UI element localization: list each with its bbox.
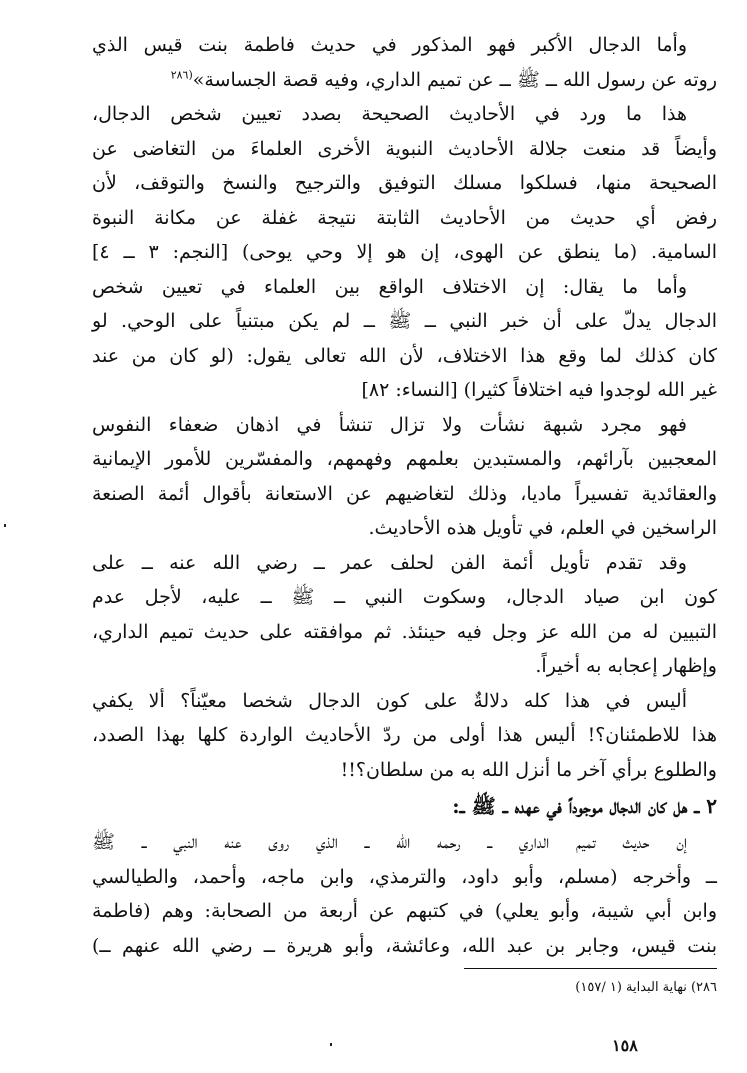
text-line: والعقائدية تفسيراً ماديا، وذلك لتغاضيهم عن الاستعانة بأقوال أئمة الصنعة bbox=[92, 482, 717, 505]
text-line: وأما الدجال الأكبر فهو المذكور في حديث فاطمة بنت قيس الذي bbox=[92, 34, 687, 56]
text-line: وأما ما يقال: إن الاختلاف الواقع بين العلماء في تعيين شخص bbox=[92, 275, 687, 298]
text-line: وإظهار إعجابه به أخيراً. bbox=[535, 655, 717, 677]
text-line: والطلوع برأي آخر ما أنزل الله به من سلطان؟!! bbox=[340, 758, 717, 781]
text-line: الصحيحة منها، فسلكوا مسلك التوفيق والترجيح والنسخ والتوقف، لأن bbox=[92, 172, 717, 194]
text-line: التبيين له من الله عز وجل فيه حينئذ. ثم موافقته على حديث تميم الداري، bbox=[92, 620, 717, 643]
text-line: فهو مجرد شبهة نشأت ولا تزال تنشأ في اذهان ضعفاء النفوس bbox=[92, 413, 687, 436]
footnote-reference: (٢٨٦ bbox=[170, 68, 193, 82]
text-line: أليس في هذا كله دلالةٌ على كون الدجال شخصا معيّناً؟ ألا يكفي bbox=[92, 689, 687, 712]
text-line bbox=[92, 63, 717, 98]
body-text bbox=[92, 28, 717, 963]
text-line: الراسخين في العلم، في تأويل هذه الأحاديث. bbox=[368, 517, 717, 539]
text-line: رفض أي حديث من الأحاديث الثابتة نتيجة غفلة عن مكانة النبوة bbox=[92, 206, 717, 229]
text-line: السامية. (ما ينطق عن الهوى، إن هو إلا وحي يوحى) [النجم: ٣ ــ ٤] bbox=[92, 241, 717, 263]
text-line: المعجبين بآرائهم، والمستبدين بعلمهم وفهمهم، والمفسّرين للأمور الإيمانية bbox=[92, 448, 717, 470]
text-line: وابن أبي شيبة، وأبو يعلي) في كتبهم عن أربعة من الصحابة: وهم (فاطمة bbox=[92, 900, 717, 922]
scan-mark bbox=[4, 524, 6, 527]
text-line: إن حديث تميم الداري ــ رحمه الله ــ الذي روى عنه النبي ــ ﷺ bbox=[92, 831, 687, 853]
text-line: كان كذلك لما وقع هذا الاختلاف، لأن الله تعالى يقول: (لو كان من عند bbox=[92, 344, 717, 367]
text-line: هذا ما ورد في الأحاديث الصحيحة بصدد تعيين شخص الدجال، bbox=[92, 103, 687, 125]
scan-mark bbox=[330, 1043, 332, 1046]
text-line-content: روته عن رسول الله ــ ﷺ ــ عن تميم الداري، وفيه قصة الجساسة» bbox=[192, 68, 717, 91]
text-line: الدجال يدلّ على أن خبر النبي ــ ﷺ ــ لم يكن مبتنياً على الوحي. لو bbox=[92, 310, 717, 332]
text-line: ــ وأخرجه (مسلم، وأبو داود، والترمذي، وابن ماجه، وأحمد، والطيالسي bbox=[92, 865, 717, 888]
text-line: وأيضاً قد منعت جلالة الأحاديث النبوية الأخرى العلماءَ من التغاضى عن bbox=[92, 137, 717, 160]
text-line: بنت قيس، وجابر بن عبد الله، وعائشة، وأبو هريرة ــ رضي الله عنهم ــ) bbox=[92, 934, 717, 957]
section-heading: ٢ ــ هل كان الدجال موجوداً في عهده ــ ﷺ ــ: bbox=[452, 794, 717, 818]
text-line: كون ابن صياد الدجال، وسكوت النبي ــ ﷺ ــ عليه، لأجل عدم bbox=[92, 586, 717, 608]
footnote-divider bbox=[464, 968, 717, 969]
text-line: هذا للاطمئنان؟! أليس هذا أولى من ردّ الأحاديث الواردة كلها بهذا الصدد، bbox=[92, 724, 717, 746]
text-line: وقد تقدم تأويل أئمة الفن لحلف عمر ــ رضي الله عنه ــ على bbox=[92, 551, 687, 574]
page-number: ١٥٨ bbox=[612, 1036, 638, 1055]
text-line: غير الله لوجدوا فيه اختلافاً كثيرا) [النساء: ٨٢] bbox=[361, 379, 717, 401]
footnote: ٢٨٦) نهاية البداية (١ /١٥٧) bbox=[575, 980, 717, 995]
